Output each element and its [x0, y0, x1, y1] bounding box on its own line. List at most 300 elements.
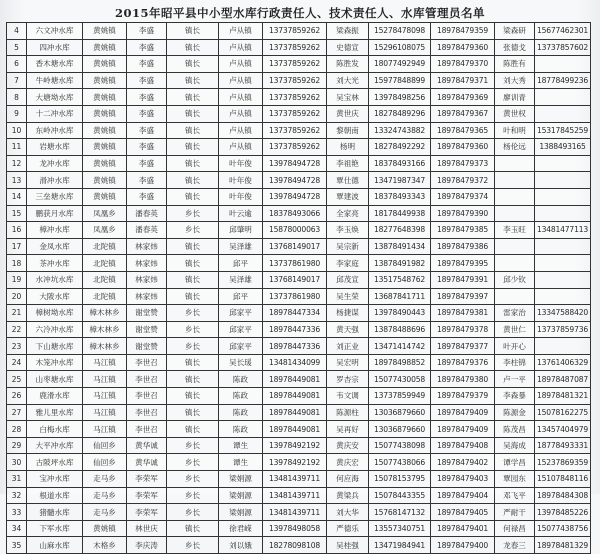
- row-number-cell: 28: [7, 421, 27, 438]
- tech-leader-phone-cell: 13737859262: [263, 139, 327, 156]
- manager-cell: 李祖艳: [327, 155, 369, 172]
- manager-cell: 刘大华: [327, 504, 369, 521]
- manager-phone-2-cell: 18978479403: [431, 471, 495, 488]
- admin-leader-cell: 林家炜: [127, 288, 167, 305]
- tech-leader-cell: 刘以娥: [219, 537, 263, 554]
- backup-manager-phone-cell: [535, 155, 591, 172]
- manager-phone-cell: 18378493343: [369, 188, 431, 205]
- reservoir-name-cell: 樟冲水库: [27, 222, 83, 239]
- backup-manager-phone-cell: [535, 172, 591, 189]
- reservoir-name-cell: 六冷冲水库: [27, 321, 83, 338]
- row-number-cell: 8: [7, 89, 27, 106]
- township-cell: 黄姚镇: [83, 188, 127, 205]
- manager-phone-2-cell: 18978479385: [431, 222, 495, 239]
- table-row: [7, 155, 591, 172]
- tech-leader-phone-cell: 13737859262: [263, 72, 327, 89]
- backup-manager-phone-cell: 15078162275: [535, 404, 591, 421]
- township-cell: 黄姚镇: [83, 139, 127, 156]
- backup-manager-phone-cell: 15677462301: [535, 23, 591, 40]
- tech-leader-phone-cell: 18378493066: [263, 205, 327, 222]
- township-cell: 北陀镇: [83, 288, 127, 305]
- township-cell: 黄姚镇: [83, 105, 127, 122]
- tech-leader-phone-cell: 13737859262: [263, 122, 327, 139]
- backup-manager-cell: 刘大秀: [495, 72, 535, 89]
- row-number-cell: 30: [7, 454, 27, 471]
- admin-title-cell: 镇长: [167, 255, 219, 272]
- backup-manager-cell: 廖训青: [495, 89, 535, 106]
- admin-leader-cell: 李盛: [127, 172, 167, 189]
- tech-leader-cell: 陈政: [219, 388, 263, 405]
- tech-leader-phone-cell: 13978498058: [263, 520, 327, 537]
- manager-cell: 陈胜发: [327, 56, 369, 73]
- admin-title-cell: 镇长: [167, 122, 219, 139]
- tech-leader-cell: 徐君嵘: [219, 520, 263, 537]
- backup-manager-cell: 邓飞平: [495, 487, 535, 504]
- manager-cell: 何应海: [327, 471, 369, 488]
- tech-leader-cell: 卢从镇: [219, 89, 263, 106]
- admin-title-cell: 镇长: [167, 188, 219, 205]
- reservoir-name-cell: 鹏获月水库: [27, 205, 83, 222]
- township-cell: 北陀镇: [83, 238, 127, 255]
- admin-title-cell: 镇长: [167, 371, 219, 388]
- reservoir-name-cell: 山枣塘水库: [27, 371, 83, 388]
- admin-title-cell: 镇长: [167, 404, 219, 421]
- row-number-cell: 20: [7, 288, 27, 305]
- manager-phone-cell: 13517548762: [369, 271, 431, 288]
- manager-phone-2-cell: 18978479381: [431, 305, 495, 322]
- tech-leader-cell: 吴泽雄: [219, 238, 263, 255]
- tech-leader-cell: 陈政: [219, 404, 263, 421]
- admin-title-cell: 镇长: [167, 56, 219, 73]
- manager-phone-2-cell: 18978479395: [431, 255, 495, 272]
- manager-phone-cell: 13471414742: [369, 338, 431, 355]
- table-row: [7, 437, 591, 454]
- manager-phone-cell: 15977848899: [369, 72, 431, 89]
- backup-manager-cell: 何禄昌: [495, 520, 535, 537]
- manager-cell: 李家庭: [327, 255, 369, 272]
- tech-leader-phone-cell: 13978494728: [263, 155, 327, 172]
- table-row: [7, 288, 591, 305]
- admin-leader-cell: 谢堂赞: [127, 305, 167, 322]
- backup-manager-cell: 吴海成: [495, 437, 535, 454]
- row-number-cell: 7: [7, 72, 27, 89]
- table-row: [7, 205, 591, 222]
- reservoir-name-cell: 根道水库: [27, 487, 83, 504]
- manager-cell: 黄庆安: [327, 437, 369, 454]
- manager-phone-cell: 13737859949: [369, 388, 431, 405]
- township-cell: 马江镇: [83, 371, 127, 388]
- admin-leader-cell: 李盛: [127, 56, 167, 73]
- township-cell: 马江镇: [83, 421, 127, 438]
- reservoir-name-cell: 茶冲水库: [27, 255, 83, 272]
- backup-manager-cell: 梁森研: [495, 23, 535, 40]
- manager-phone-2-cell: 18978479360: [431, 39, 495, 56]
- table-row: [7, 271, 591, 288]
- tech-leader-cell: 卢从镇: [219, 39, 263, 56]
- admin-leader-cell: 李世召: [127, 354, 167, 371]
- row-number-cell: 15: [7, 205, 27, 222]
- reservoir-name-cell: 水冲坑水库: [27, 271, 83, 288]
- backup-manager-phone-cell: 18778499236: [535, 72, 591, 89]
- manager-cell: 杨捷谋: [327, 305, 369, 322]
- backup-manager-phone-cell: 13481477113: [535, 222, 591, 239]
- admin-leader-cell: 李荣军: [127, 504, 167, 521]
- reservoir-name-cell: 白梅水库: [27, 421, 83, 438]
- tech-leader-cell: 卢从镇: [219, 72, 263, 89]
- admin-title-cell: 镇长: [167, 172, 219, 189]
- backup-manager-cell: 严耐干: [495, 504, 535, 521]
- backup-manager-cell: 叶开心: [495, 338, 535, 355]
- manager-phone-cell: 15296108075: [369, 39, 431, 56]
- backup-manager-phone-cell: 15077438756: [535, 520, 591, 537]
- reservoir-name-cell: 山麻水库: [27, 537, 83, 554]
- tech-leader-phone-cell: 13481439711: [263, 487, 327, 504]
- manager-phone-2-cell: 18978479376: [431, 354, 495, 371]
- admin-leader-cell: 李荣军: [127, 487, 167, 504]
- township-cell: 仙回乡: [83, 437, 127, 454]
- admin-title-cell: 乡长: [167, 487, 219, 504]
- manager-cell: 吴再好: [327, 421, 369, 438]
- table-row: [7, 255, 591, 272]
- backup-manager-phone-cell: 15237869359: [535, 454, 591, 471]
- backup-manager-phone-cell: 18978484308: [535, 487, 591, 504]
- admin-title-cell: 镇长: [167, 354, 219, 371]
- admin-leader-cell: 李盛: [127, 39, 167, 56]
- tech-leader-cell: 邱平: [219, 255, 263, 272]
- admin-title-cell: 镇长: [167, 105, 219, 122]
- manager-cell: 刘大光: [327, 72, 369, 89]
- manager-phone-2-cell: 18978479390: [431, 205, 495, 222]
- backup-manager-phone-cell: 15317845259: [535, 122, 591, 139]
- admin-title-cell: 乡长: [167, 205, 219, 222]
- manager-phone-2-cell: 18978479370: [431, 56, 495, 73]
- admin-leader-cell: 李盛: [127, 155, 167, 172]
- admin-title-cell: 乡长: [167, 222, 219, 239]
- tech-leader-phone-cell: 18978449081: [263, 388, 327, 405]
- tech-leader-cell: 邱家平: [219, 321, 263, 338]
- admin-title-cell: 乡长: [167, 338, 219, 355]
- manager-cell: 覃仕德: [327, 172, 369, 189]
- row-number-cell: 14: [7, 188, 27, 205]
- tech-leader-cell: 梁娟源: [219, 504, 263, 521]
- manager-phone-cell: 13687841711: [369, 288, 431, 305]
- backup-manager-phone-cell: 1388493165: [535, 139, 591, 156]
- admin-title-cell: 镇长: [167, 139, 219, 156]
- manager-phone-2-cell: 18978479377: [431, 338, 495, 355]
- tech-leader-phone-cell: 13737859262: [263, 105, 327, 122]
- manager-cell: 黎朝南: [327, 122, 369, 139]
- township-cell: 黄姚镇: [83, 56, 127, 73]
- backup-manager-cell: [495, 188, 535, 205]
- backup-manager-phone-cell: [535, 205, 591, 222]
- backup-manager-cell: [495, 238, 535, 255]
- township-cell: 黄姚镇: [83, 72, 127, 89]
- row-number-cell: 9: [7, 105, 27, 122]
- tech-leader-phone-cell: 13737859262: [263, 56, 327, 73]
- admin-leader-cell: 林家炜: [127, 238, 167, 255]
- manager-phone-2-cell: 18978479400: [431, 537, 495, 554]
- backup-manager-cell: 谭学昌: [495, 454, 535, 471]
- manager-phone-cell: 15078153795: [369, 471, 431, 488]
- admin-leader-cell: 李世召: [127, 421, 167, 438]
- row-number-cell: 17: [7, 238, 27, 255]
- tech-leader-cell: 吴泽雄: [219, 271, 263, 288]
- table-row: [7, 354, 591, 371]
- table-row: [7, 388, 591, 405]
- row-number-cell: 19: [7, 271, 27, 288]
- reservoir-name-cell: 牛岭塘水库: [27, 72, 83, 89]
- manager-phone-cell: 18278492292: [369, 139, 431, 156]
- tech-leader-phone-cell: 18978447336: [263, 338, 327, 355]
- tech-leader-cell: 叶年俊: [219, 172, 263, 189]
- township-cell: 马江镇: [83, 404, 127, 421]
- backup-manager-cell: [495, 255, 535, 272]
- table-row: [7, 371, 591, 388]
- manager-phone-cell: 15768147132: [369, 504, 431, 521]
- township-cell: 黄姚镇: [83, 520, 127, 537]
- admin-leader-cell: 林世庆: [127, 520, 167, 537]
- backup-manager-phone-cell: 13737859736: [535, 321, 591, 338]
- backup-manager-cell: 叶和明: [495, 122, 535, 139]
- admin-title-cell: 镇长: [167, 39, 219, 56]
- tech-leader-cell: 谭生: [219, 437, 263, 454]
- township-cell: 黄姚镇: [83, 122, 127, 139]
- manager-phone-2-cell: 18978479367: [431, 105, 495, 122]
- manager-phone-2-cell: 18978479408: [431, 437, 495, 454]
- reservoir-name-cell: 滑冲水库: [27, 172, 83, 189]
- manager-phone-cell: 13471984941: [369, 537, 431, 554]
- manager-phone-cell: 18978498852: [369, 354, 431, 371]
- reservoir-name-cell: 十二冲水库: [27, 105, 83, 122]
- admin-leader-cell: 黄华诚: [127, 454, 167, 471]
- backup-manager-cell: 黄世仁: [495, 321, 535, 338]
- reservoir-name-cell: 大塘坳水库: [27, 89, 83, 106]
- table-row: [7, 56, 591, 73]
- tech-leader-phone-cell: 13978492192: [263, 454, 327, 471]
- manager-phone-2-cell: 18978479409: [431, 421, 495, 438]
- tech-leader-cell: 卢从镇: [219, 105, 263, 122]
- backup-manager-phone-cell: [535, 56, 591, 73]
- table-row: [7, 520, 591, 537]
- manager-phone-cell: 18277648398: [369, 222, 431, 239]
- row-number-cell: 11: [7, 139, 27, 156]
- tech-leader-phone-cell: 13481434099: [263, 354, 327, 371]
- table-row: [7, 487, 591, 504]
- backup-manager-cell: 李柱锦: [495, 354, 535, 371]
- manager-phone-cell: 13324743882: [369, 122, 431, 139]
- backup-manager-phone-cell: [535, 238, 591, 255]
- tech-leader-cell: 卢从镇: [219, 139, 263, 156]
- tech-leader-phone-cell: 15878000063: [263, 222, 327, 239]
- tech-leader-cell: 邱平: [219, 288, 263, 305]
- table-row: [7, 39, 591, 56]
- row-number-cell: 18: [7, 255, 27, 272]
- row-number-cell: 13: [7, 172, 27, 189]
- manager-cell: 刘正业: [327, 338, 369, 355]
- tech-leader-cell: 陈政: [219, 421, 263, 438]
- township-cell: 北陀镇: [83, 255, 127, 272]
- backup-manager-phone-cell: [535, 188, 591, 205]
- manager-phone-2-cell: 18978479365: [431, 122, 495, 139]
- row-number-cell: 16: [7, 222, 27, 239]
- reservoir-name-cell: 雅儿里水库: [27, 404, 83, 421]
- tech-leader-cell: 叶年俊: [219, 188, 263, 205]
- backup-manager-cell: 杨伦远: [495, 139, 535, 156]
- reservoir-name-cell: 大陂水库: [27, 288, 83, 305]
- row-number-cell: 5: [7, 39, 27, 56]
- backup-manager-cell: 张德戈: [495, 39, 535, 56]
- tech-leader-phone-cell: 13481439711: [263, 471, 327, 488]
- manager-phone-2-cell: 18978479378: [431, 321, 495, 338]
- manager-cell: 李玉焕: [327, 222, 369, 239]
- tech-leader-phone-cell: 13768149017: [263, 271, 327, 288]
- reservoir-name-cell: 六文冲水库: [27, 23, 83, 40]
- manager-phone-2-cell: 18978479371: [431, 72, 495, 89]
- tech-leader-phone-cell: 13768149017: [263, 238, 327, 255]
- manager-phone-2-cell: 18978479405: [431, 504, 495, 521]
- table-row: [7, 188, 591, 205]
- tech-leader-cell: 叶年俊: [219, 155, 263, 172]
- township-cell: 黄姚镇: [83, 39, 127, 56]
- manager-cell: 吴宗新: [327, 238, 369, 255]
- manager-cell: 杨明: [327, 139, 369, 156]
- manager-phone-cell: 15077438066: [369, 454, 431, 471]
- manager-phone-cell: 13878491434: [369, 238, 431, 255]
- manager-phone-cell: 15077430058: [369, 371, 431, 388]
- reservoir-name-cell: 古陂坪水库: [27, 454, 83, 471]
- backup-manager-cell: [495, 205, 535, 222]
- tech-leader-phone-cell: 13737861980: [263, 288, 327, 305]
- admin-title-cell: 镇长: [167, 89, 219, 106]
- backup-manager-phone-cell: [535, 271, 591, 288]
- township-cell: 黄姚镇: [83, 172, 127, 189]
- admin-title-cell: 镇长: [167, 520, 219, 537]
- reservoir-name-cell: 猪髓水库: [27, 504, 83, 521]
- admin-leader-cell: 谢堂赞: [127, 338, 167, 355]
- township-cell: 北陀镇: [83, 271, 127, 288]
- tech-leader-cell: 卢从镇: [219, 122, 263, 139]
- tech-leader-cell: 吴长瑗: [219, 354, 263, 371]
- tech-leader-phone-cell: 18278098108: [263, 537, 327, 554]
- backup-manager-phone-cell: 18778493331: [535, 437, 591, 454]
- table-row: [7, 139, 591, 156]
- admin-leader-cell: 李荣军: [127, 471, 167, 488]
- row-number-cell: 34: [7, 520, 27, 537]
- township-cell: 仙回乡: [83, 454, 127, 471]
- reservoir-name-cell: 香木塘水库: [27, 56, 83, 73]
- manager-phone-2-cell: 18978479402: [431, 454, 495, 471]
- manager-cell: 覃建波: [327, 188, 369, 205]
- manager-cell: 陈源柱: [327, 404, 369, 421]
- table-row: [7, 421, 591, 438]
- row-number-cell: 31: [7, 471, 27, 488]
- tech-leader-cell: 叶云逾: [219, 205, 263, 222]
- admin-title-cell: 镇长: [167, 271, 219, 288]
- backup-manager-phone-cell: [535, 288, 591, 305]
- township-cell: 黄姚镇: [83, 155, 127, 172]
- manager-phone-2-cell: 18978479401: [431, 520, 495, 537]
- manager-cell: 严德乐: [327, 520, 369, 537]
- tech-leader-phone-cell: 13978494728: [263, 172, 327, 189]
- backup-manager-cell: 雷家治: [495, 305, 535, 322]
- backup-manager-cell: 李玉旺: [495, 222, 535, 239]
- manager-phone-2-cell: 18978479380: [431, 371, 495, 388]
- table-row: [7, 454, 591, 471]
- row-number-cell: 33: [7, 504, 27, 521]
- backup-manager-cell: 覃园东: [495, 471, 535, 488]
- row-number-cell: 25: [7, 371, 27, 388]
- table-row: [7, 89, 591, 106]
- manager-cell: 全家亮: [327, 205, 369, 222]
- manager-phone-2-cell: 18978479374: [431, 188, 495, 205]
- manager-phone-cell: 13978490443: [369, 305, 431, 322]
- reservoir-name-cell: 木笼冲水库: [27, 354, 83, 371]
- row-number-cell: 26: [7, 388, 27, 405]
- tech-leader-cell: 卢从镇: [219, 23, 263, 40]
- reservoir-name-cell: 三垒塘水库: [27, 188, 83, 205]
- manager-phone-cell: 18278489296: [369, 105, 431, 122]
- table-row: [7, 122, 591, 139]
- admin-leader-cell: 李庆涛: [127, 537, 167, 554]
- manager-phone-cell: 15078443355: [369, 487, 431, 504]
- backup-manager-cell: [495, 172, 535, 189]
- table-row: [7, 23, 591, 40]
- reservoir-name-cell: 大平冲水库: [27, 437, 83, 454]
- township-cell: 黄姚镇: [83, 89, 127, 106]
- admin-leader-cell: 李盛: [127, 139, 167, 156]
- reservoir-table: [6, 22, 591, 554]
- admin-leader-cell: 李世召: [127, 388, 167, 405]
- tech-leader-phone-cell: 13737861980: [263, 255, 327, 272]
- reservoir-name-cell: 龙冲水库: [27, 155, 83, 172]
- admin-title-cell: 镇长: [167, 388, 219, 405]
- row-number-cell: 27: [7, 404, 27, 421]
- row-number-cell: 29: [7, 437, 27, 454]
- manager-phone-cell: 13557340751: [369, 520, 431, 537]
- backup-manager-cell: 陈胜有: [495, 56, 535, 73]
- manager-cell: 邱茂宣: [327, 271, 369, 288]
- backup-manager-phone-cell: 13978485226: [535, 504, 591, 521]
- backup-manager-phone-cell: [535, 105, 591, 122]
- admin-leader-cell: 李盛: [127, 89, 167, 106]
- table-row: [7, 471, 591, 488]
- manager-phone-2-cell: 18978479373: [431, 155, 495, 172]
- tech-leader-phone-cell: 13978494728: [263, 188, 327, 205]
- township-cell: 走马乡: [83, 471, 127, 488]
- row-number-cell: 32: [7, 487, 27, 504]
- admin-title-cell: 镇长: [167, 238, 219, 255]
- township-cell: 樟木林乡: [83, 338, 127, 355]
- reservoir-name-cell: 宝冲水库: [27, 471, 83, 488]
- admin-leader-cell: 李世召: [127, 371, 167, 388]
- tech-leader-cell: 梁娟源: [219, 471, 263, 488]
- manager-cell: 黄庆宏: [327, 454, 369, 471]
- manager-phone-cell: 18378493166: [369, 155, 431, 172]
- township-cell: 马江镇: [83, 388, 127, 405]
- admin-leader-cell: 李盛: [127, 188, 167, 205]
- backup-manager-phone-cell: 18978481329: [535, 537, 591, 554]
- row-number-cell: 6: [7, 56, 27, 73]
- admin-title-cell: 镇长: [167, 288, 219, 305]
- backup-manager-cell: 李森暴: [495, 388, 535, 405]
- tech-leader-phone-cell: 13737859262: [263, 39, 327, 56]
- manager-cell: 罗杏宗: [327, 371, 369, 388]
- admin-leader-cell: 李盛: [127, 72, 167, 89]
- manager-phone-cell: 13036879660: [369, 421, 431, 438]
- tech-leader-phone-cell: 18978449081: [263, 404, 327, 421]
- manager-cell: 吴宏明: [327, 354, 369, 371]
- tech-leader-phone-cell: 18978447336: [263, 321, 327, 338]
